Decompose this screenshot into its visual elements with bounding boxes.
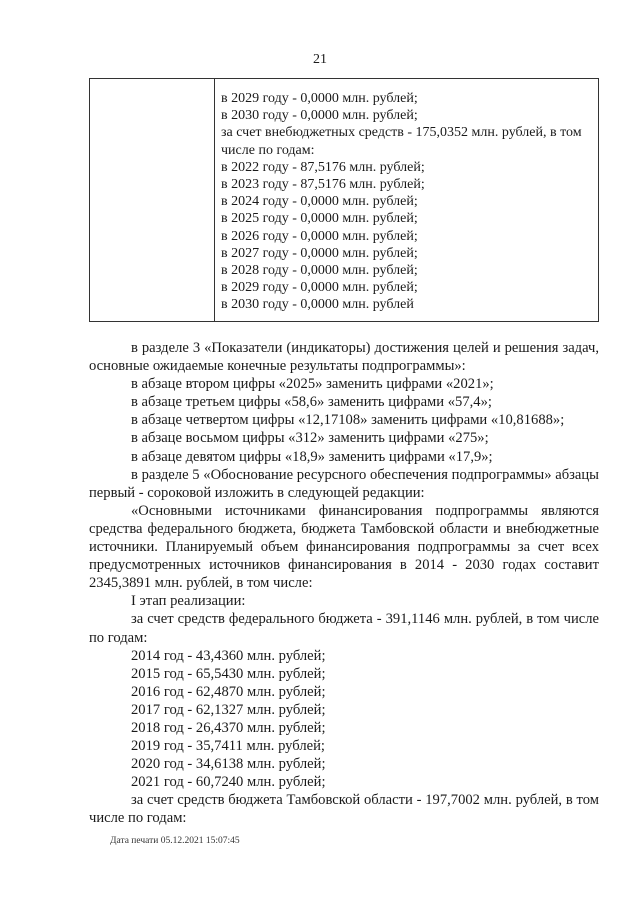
table-line: в 2022 году - 87,5176 млн. рублей;: [221, 159, 425, 175]
paragraph: в разделе 5 «Обоснование ресурсного обеспечения подпрограммы» абзацы первый - сороковой изложить в следующей редакции:: [89, 466, 599, 501]
table-line: в 2024 году - 0,0000 млн. рублей;: [221, 194, 418, 210]
paragraph: за счет средств федерального бюджета - 391,1146 млн. рублей, в том числе по годам:: [89, 611, 599, 646]
year-line: 2016 год - 62,4870 млн. рублей;: [131, 683, 326, 700]
year-line: 2015 год - 65,5430 млн. рублей;: [131, 665, 326, 682]
paragraph: «Основными источниками финансирования подпрограммы являются средства федерального бюджета, бюджета Тамбовской области и внебюджетные источники. Планируемый объем финансирования подпрограммы за счет всех предусмотренных источников финансирования в 2014 - 2030 годах составит 2345,3891 млн. рублей, в том числе:: [89, 502, 599, 592]
paragraph: в разделе 3 «Показатели (индикаторы) достижения целей и решения задач, основные ожидаемые конечные результаты подпрограммы»:: [89, 340, 599, 375]
table-line: в 2029 году - 0,0000 млн. рублей;: [221, 91, 418, 106]
document-body: [89, 339, 599, 828]
paragraph: за счет средств бюджета Тамбовской области - 197,7002 млн. рублей, в том числе по годам:: [89, 792, 599, 827]
year-line: 2018 год - 26,4370 млн. рублей;: [131, 719, 326, 736]
table-line: в 2028 году - 0,0000 млн. рублей;: [221, 263, 418, 279]
page-number: 21: [313, 52, 327, 67]
paragraph: в абзаце восьмом цифры «312» заменить цифрами «275»;: [131, 430, 489, 447]
print-date-footer: Дата печати 05.12.2021 15:07:45: [110, 836, 240, 846]
paragraph: в абзаце втором цифры «2025» заменить цифрами «2021»;: [131, 376, 494, 393]
table-line: в 2023 году - 87,5176 млн. рублей;: [221, 177, 425, 193]
year-line: 2020 год - 34,6138 млн. рублей;: [131, 756, 326, 773]
table-label-cell: [90, 79, 215, 321]
table-line: в 2029 году - 0,0000 млн. рублей;: [221, 280, 418, 296]
paragraph: в абзаце девятом цифры «18,9» заменить цифрами «17,9»;: [131, 448, 493, 465]
table-line: в 2025 году - 0,0000 млн. рублей;: [221, 211, 418, 227]
table-line: за счет внебюджетных средств - 175,0352 млн. рублей, в том числе по годам:: [221, 125, 582, 158]
year-line: 2014 год - 43,4360 млн. рублей;: [131, 647, 326, 664]
year-line: 2019 год - 35,7411 млн. рублей;: [131, 738, 325, 755]
paragraph: в абзаце четвертом цифры «12,17108» заменить цифрами «10,81688»;: [131, 412, 565, 429]
year-line: 2017 год - 62,1327 млн. рублей;: [131, 701, 326, 718]
paragraph: I этап реализации:: [131, 593, 246, 610]
table-value-cell: [215, 79, 598, 321]
funding-table: [89, 78, 599, 322]
table-line: в 2027 году - 0,0000 млн. рублей;: [221, 245, 418, 261]
table-line: в 2030 году - 0,0000 млн. рублей;: [221, 108, 418, 124]
table-line: в 2030 году - 0,0000 млн. рублей: [221, 297, 414, 313]
year-line: 2021 год - 60,7240 млн. рублей;: [131, 774, 326, 791]
paragraph: в абзаце третьем цифры «58,6» заменить цифрами «57,4»;: [131, 394, 492, 411]
table-line: в 2026 году - 0,0000 млн. рублей;: [221, 228, 418, 244]
